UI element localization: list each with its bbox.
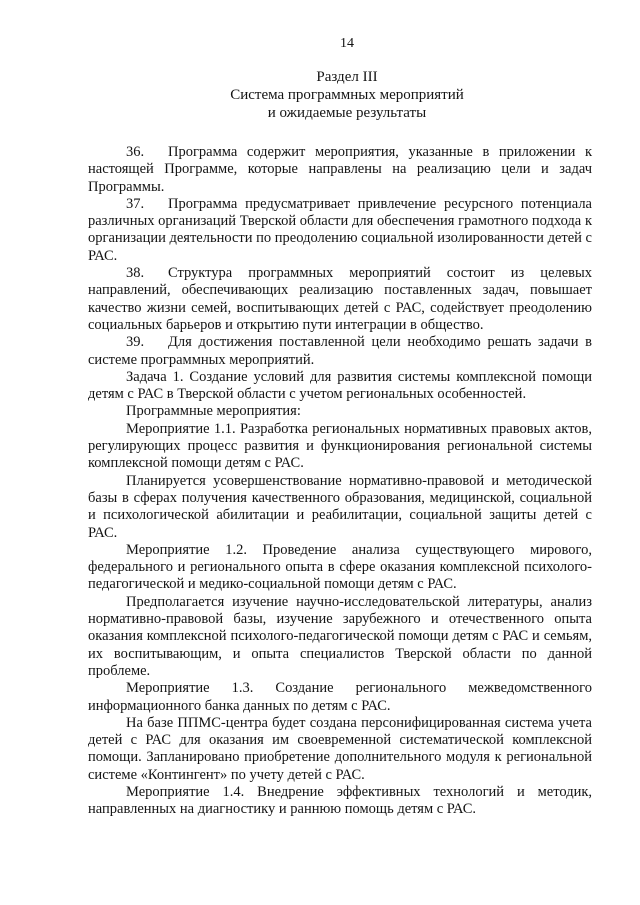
paragraph-activity-1-1-detail: Планируется усовершенствование нормативно-правовой и методической базы в сферах получения качественного образования, медицинской, социальной и психологической абилитации и реабилитации, социальной защиты детей с РАС.: [88, 472, 592, 541]
paragraph-number: 38.: [126, 265, 145, 282]
paragraph-activity-1-3-detail: На базе ППМС-центра будет создана персонифицированная система учета детей с РАС для оказания им своевременной систематической комплексной помощи. Запланировано приобретение дополнительного модуля к региональной системе «Контингент» по учету детей с РАС.: [88, 714, 592, 783]
section-title: Раздел III: [316, 69, 378, 85]
paragraph-activity-1-1: Мероприятие 1.1. Разработка региональных нормативных правовых актов, регулирующих процесс развития и функционирования региональной системы комплексной помощи детям с РАС.: [88, 420, 592, 472]
paragraph-text: Для достижения поставленной цели необходимо решать задачи в системе программных мероприятий.: [88, 334, 592, 368]
paragraph-text: Программа содержит мероприятия, указанные в приложении к настоящей Программе, которые направлены на реализацию цели и задач Программы.: [88, 144, 592, 195]
paragraph-activity-1-2-detail: Предполагается изучение научно-исследовательской литературы, анализ нормативно-правовой базы, изучение зарубежного и отечественного опыта оказания комплексной психолого-педагогической помощи детям с РАС и семьям, их воспитывающим, и опыта специалистов Тверской области по данной проблеме.: [88, 593, 592, 679]
section-subtitle-line-1: Система программных мероприятий: [230, 87, 464, 103]
section-heading: [88, 68, 592, 122]
paragraph-activity-1-2: Мероприятие 1.2. Проведение анализа существующего мирового, федерального и регионального опыта в сфере оказания комплексной психолого-педагогической и медико-социальной помощи детям с РАС.: [88, 541, 592, 593]
paragraph-task-1: Задача 1. Создание условий для развития системы комплексной помощи детям с РАС в Тверской области с учетом региональных особенностей.: [88, 368, 592, 403]
paragraph-38: [88, 265, 592, 334]
paragraph-number: 39.: [126, 334, 145, 351]
paragraph-number: 36.: [126, 144, 145, 160]
paragraph-text: Программа предусматривает привлечение ресурсного потенциала различных организаций Тверской области для обеспечения грамотного подхода к организации деятельности по преодолению социальной изолированности детей с РАС.: [88, 195, 592, 264]
paragraph-program-activities: Программные мероприятия:: [126, 403, 301, 420]
paragraph-number: 37.: [126, 195, 145, 212]
paragraph-39: [88, 334, 592, 369]
paragraph-36: [88, 144, 592, 196]
paragraph-text: Структура программных мероприятий состоит из целевых направлений, обеспечивающих реализацию поставленных задач, повышает качество жизни семей, воспитывающих детей с РАС, содействует преодолению социальных барьеров и открытию пути интеграции в общество.: [88, 265, 592, 333]
document-body: [88, 144, 592, 819]
page-number: 14: [340, 36, 354, 51]
paragraph-activity-1-3: Мероприятие 1.3. Создание регионального межведомственного информационного банка данных по детям с РАС.: [88, 680, 592, 714]
paragraph-activity-1-4: Мероприятие 1.4. Внедрение эффективных технологий и методик, направленных на диагностику и раннюю помощь детям с РАС.: [88, 783, 592, 818]
paragraph-37: [88, 196, 592, 265]
section-subtitle-line-2: и ожидаемые результаты: [267, 105, 427, 121]
